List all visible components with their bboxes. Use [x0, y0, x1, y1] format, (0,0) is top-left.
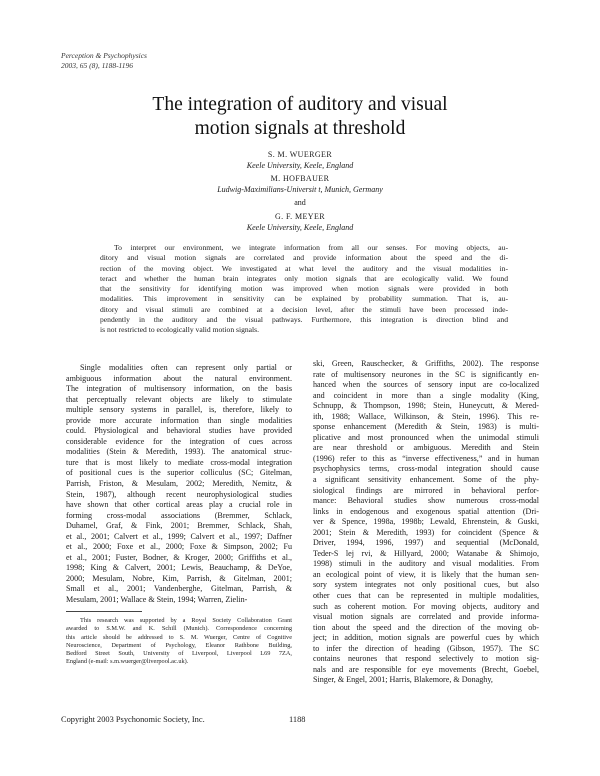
author-affiliation: Keele University, Keele, England — [246, 160, 354, 170]
author-name: M. HOFBAUER — [270, 174, 330, 184]
journal-header — [61, 51, 147, 71]
footnote-line: England (e-mail: s.m.wuerger@liverpool.ac.uk). — [66, 658, 189, 666]
abstract-line: ditory and visual motion signals are correlated and provide information about the speed and the di- — [100, 253, 508, 263]
author-name: G. F. MEYER — [275, 211, 325, 221]
body-text-line: ambiguous information about the natural environment. — [66, 373, 292, 383]
body-text-line: (1996) refer to this as “inverse effectiveness,” and in human — [313, 453, 539, 463]
body-text-line: Small et al., 2001; Vandenberghe, Gitelman, Parrish, & — [66, 584, 292, 594]
body-text-line: of positional cues is the superior colliculus (SC; Gitelman, — [66, 468, 292, 478]
abstract-line: modalities. This improvement in sensitivity can be explained by probability summation. That is, au- — [100, 294, 508, 304]
body-text-line: other cues that can be represented in multiple modalities, — [313, 591, 539, 601]
body-text-line: ith, 1988; Wallace, Wilkinson, & Stein, 1996). This re- — [313, 411, 539, 421]
abstract-line: To interpret our environment, we integrate information from all our senses. For moving objects, au- — [114, 243, 508, 252]
footnote-line: Neuroscience, Department of Psychology, Eleanor Rathbone Building, — [66, 641, 292, 649]
body-text-line: contains neurones that respond selectively to motion sig- — [313, 654, 539, 664]
title-line: The integration of auditory and visual — [152, 94, 448, 115]
footnote-line: this article should be addressed to S. M. Wuerger, Centre of Cognitive — [66, 633, 292, 641]
author-block — [0, 150, 600, 233]
body-text-line: 2001; Stein & Meredith, 1993) for coincident (Spence & — [313, 527, 539, 537]
body-text-line: Parrish, Friston, & Mesulam, 2002; Meredith, Nemitz, & — [66, 479, 292, 489]
body-column-right — [313, 359, 539, 686]
body-text-line: 2000; Mesulam, Nobre, Kim, Parrish, & Gitelman, 2001; — [66, 573, 292, 583]
footnote-line: This research was supported by a Royal Society Collaboration Grant — [80, 617, 292, 624]
body-text-line: forming cross-modal associations (Bremmer, Schlack, — [66, 510, 292, 520]
body-text-line: could. Physiological and behavioral studies have provided — [66, 426, 292, 436]
body-text-line: ver & Spence, 1998a, 1998b; Lewald, Ehrenstein, & Guski, — [313, 517, 539, 527]
author-name: S. M. WUERGER — [267, 150, 333, 159]
body-text-line: et al., 2000; Foxe et al., 2000; Foxe & Simpson, 2002; Fu — [66, 542, 292, 552]
abstract-line: rection of the moving object. We investigated at what level the auditory and the visual modalities in- — [100, 263, 508, 273]
body-text-line: considerable evidence for the integration of cues across — [66, 436, 292, 446]
abstract-line: teract and whether the human brain integrates only motion signals that are ecologically valid. We found — [100, 273, 508, 283]
body-text-line: tion about the speed and the direction of the moving ob- — [313, 622, 539, 632]
copyright-notice: Copyright 2003 Psychonomic Society, Inc. — [61, 715, 205, 724]
body-text-line: siological findings are mirrored in behavioral perfor- — [313, 485, 539, 495]
body-text-line: to infer the direction of heading (Gibson, 1957). The SC — [313, 643, 539, 653]
body-text-line: Mesulam, 2001; Wallace & Stein, 1994; Warren, Zielin- — [66, 595, 248, 605]
journal-citation: 2003, 65 (8), 1188-1196 — [61, 61, 134, 70]
body-text-line: an ecological point of view, it is likely that the human sen- — [313, 569, 539, 579]
author-conjunction: and — [294, 198, 306, 208]
journal-name: Perception & Psychophysics — [61, 51, 147, 60]
body-text-line: et al., 2001; Calvert et al., 1999; Calvert et al., 1997; Daffner — [66, 531, 292, 541]
body-text-line: and coincident in more than a single modality (King, — [313, 390, 539, 400]
footnote — [66, 617, 292, 667]
body-text-line: plicative and most pronounced when the unimodal stimuli — [313, 432, 539, 442]
body-text-line: a significant sensitivity enhancement. Some of the phy- — [313, 475, 539, 485]
body-text-line: mance: Behavioral studies show numerous cross-modal — [313, 496, 539, 506]
body-text-line: ture that is most likely to mediate cross-modal integration — [66, 457, 292, 467]
body-text-line: nals and are responsible for eye movements (Brecht, Goebel, — [313, 664, 539, 674]
body-text-line: ski, Green, Rauschecker, & Griffiths, 2002). The response — [313, 359, 539, 368]
body-column-left — [66, 363, 292, 606]
body-text-line: Schnupp, & Thompson, 1998; Stein, Huneycutt, & Mered- — [313, 401, 539, 411]
author-affiliation: Keele University, Keele, England — [246, 222, 354, 232]
body-text-line: Singer, & Engel, 2001; Harris, Blakemore, & Donaghy, — [313, 675, 493, 685]
body-text-line: rate of multisensory neurones in the SC is significantly en- — [313, 369, 539, 379]
body-text-line: visual motion signals are correlated and provide informa- — [313, 612, 539, 622]
body-text-line: ject; in addition, motion signals are powerful cues by which — [313, 633, 539, 643]
author-affiliation: Ludwig-Maximilians-Universit t, Munich, Germany — [217, 184, 383, 194]
body-text-line: Single modalities often can represent only partial or — [80, 363, 292, 372]
abstract — [100, 243, 508, 336]
body-text-line: 1998; King & Calvert, 2001; Lewis, Beauchamp, & DeYoe, — [66, 563, 292, 573]
body-text-line: modalities (Stein & Meredith, 1993). The anatomical struc- — [66, 447, 292, 457]
footnote-line: Bedford Street South, University of Liverpool, Liverpool L69 7ZA, — [66, 650, 292, 658]
title-line: motion signals at threshold — [194, 118, 406, 139]
body-text-line: are near threshold or ambiguous. Meredith and Stein — [313, 443, 539, 453]
body-text-line: hanced when the sources of sensory input are co-localized — [313, 380, 539, 390]
footnote-line: awarded to S.M.W. and K. Schill (Munich). Correspondence concerning — [66, 625, 292, 633]
body-text-line: sory system integrates not only positional cues, but also — [313, 580, 539, 590]
body-text-line: Duhamel, Graf, & Fink, 2001; Bremmer, Schlack, Shah, — [66, 521, 292, 531]
body-text-line: Teder-S lej rvi, & Hillyard, 2000; Watanabe & Shimojo, — [313, 548, 539, 558]
abstract-line: that the sensitivity for identifying motion was improved when motion signals were provided in both — [100, 284, 508, 294]
body-text-line: The integration of multisensory information, on the basis — [66, 384, 292, 394]
body-text-line: Stein, 1987), although recent neurophysiological studies — [66, 489, 292, 499]
body-text-line: have shown that other cortical areas play a crucial role in — [66, 500, 292, 510]
abstract-line: ditory and visual stimuli are combined at a decision level, after the stimuli have been processed inde- — [100, 304, 508, 314]
body-text-line: 1998) stimuli in the auditory and visual modalities. From — [313, 559, 539, 569]
body-text-line: et al., 2001; Fuster, Bodner, & Kroger, 2000; Griffiths et al., — [66, 552, 292, 562]
body-text-line: provide more accurate information than single modalities — [66, 415, 292, 425]
body-text-line: sponse enhancement (Meredith & Stein, 1983) is multi- — [313, 422, 539, 432]
abstract-line: is not restricted to ecologically valid motion signals. — [100, 325, 260, 335]
body-text-line: psychophysics terms, cross-modal integration should cause — [313, 464, 539, 474]
body-text-line: such as coherent motion. For moving objects, auditory and — [313, 601, 539, 611]
body-text-line: links in endogenous and exogenous spatial attention (Dri- — [313, 506, 539, 516]
body-text-line: multiple sensory systems in parallel, is, therefore, likely to — [66, 405, 292, 415]
footnote-rule — [66, 611, 142, 612]
abstract-line: pendently in the auditory and the visual pathways. Furthermore, this integration is direction blind and — [100, 315, 508, 325]
paper-title — [0, 93, 600, 141]
body-text-line: that perceptually relevant objects are likely to stimulate — [66, 394, 292, 404]
body-text-line: Driver, 1994, 1996, 1997) and sequential (McDonald, — [313, 538, 539, 548]
page-number: 1188 — [289, 715, 306, 724]
